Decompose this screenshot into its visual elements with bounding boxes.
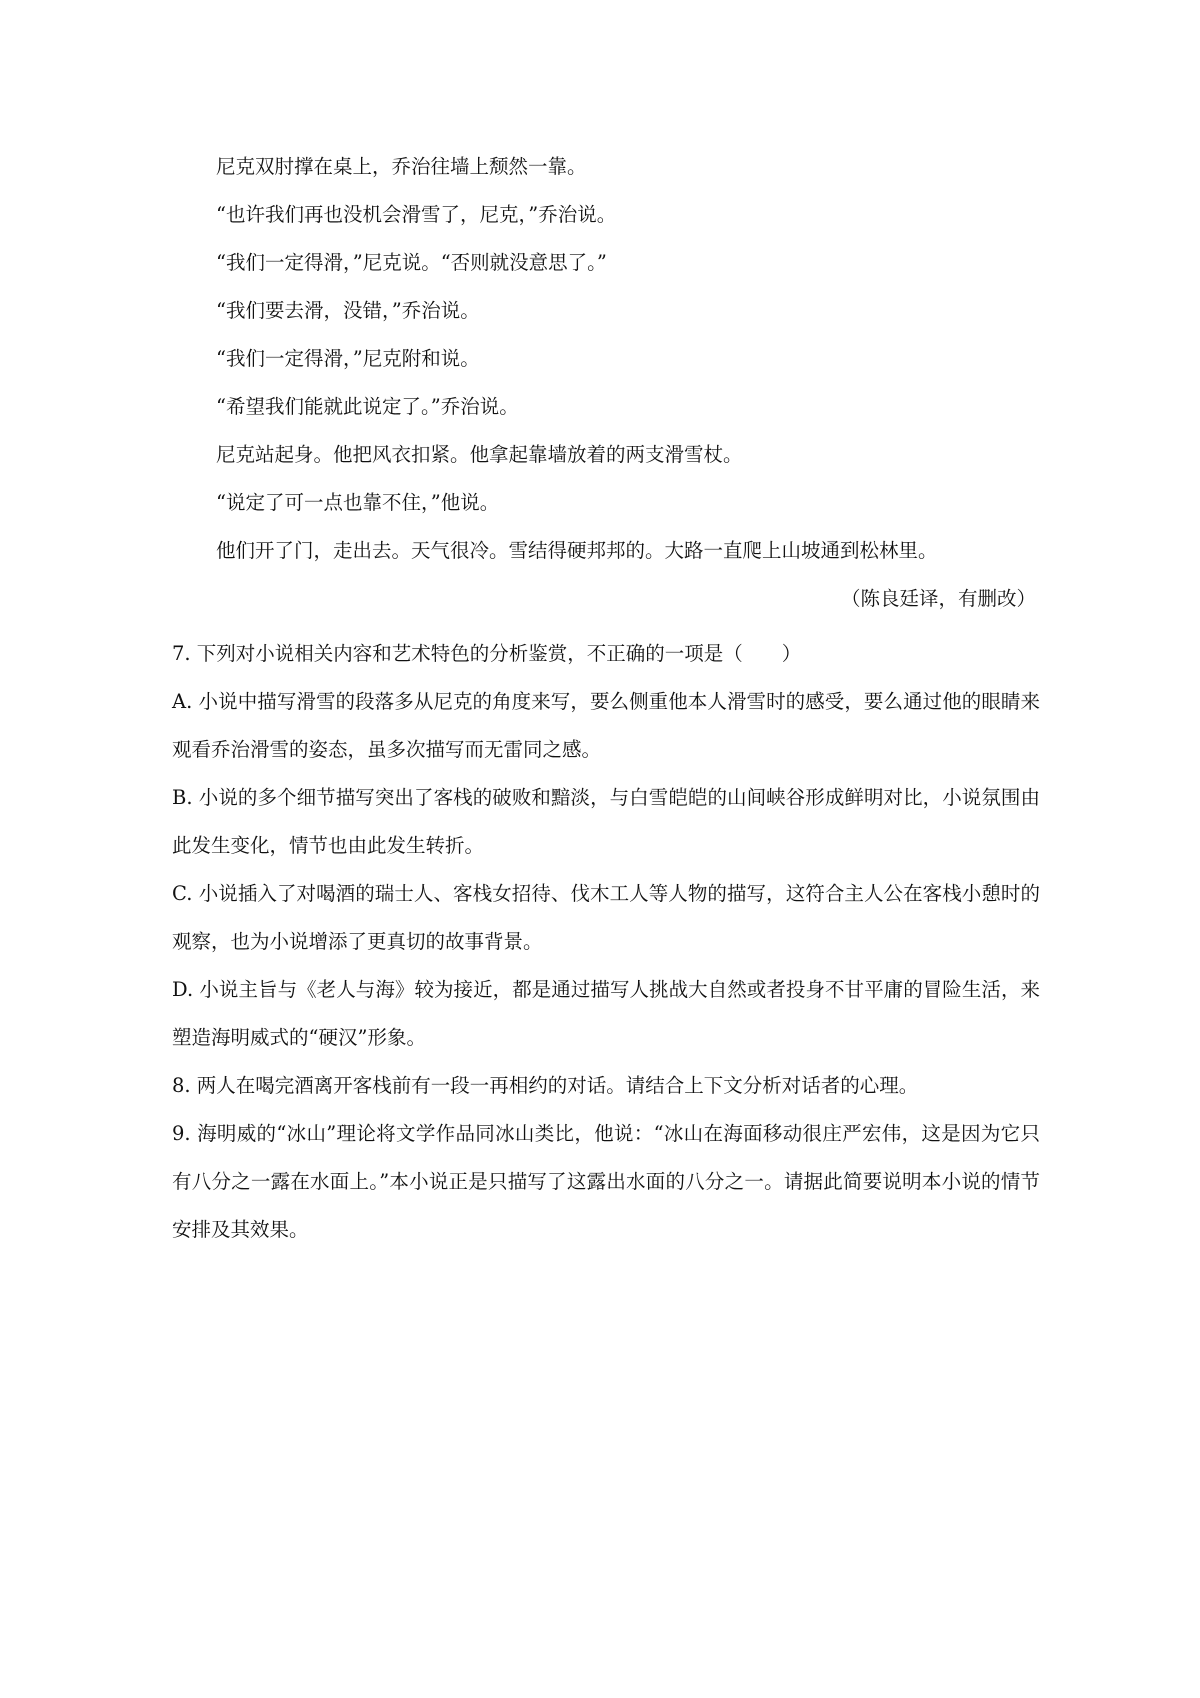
passage-paragraph: “我们一定得滑，”尼克说。“否则就没意思了。”: [216, 251, 607, 274]
question-7-option-c: C. 小说插入了对喝酒的瑞士人、客栈女招待、伐木工人等人物的描写，这符合主人公在客栈小憩时的观察，也为小说增添了更真切的故事背景。: [172, 882, 1040, 953]
passage-paragraph: 他们开了门，走出去。天气很冷。雪结得硬邦邦的。大路一直爬上山坡通到松林里。: [216, 539, 938, 562]
passage-paragraph: “我们一定得滑，”尼克附和说。: [216, 347, 480, 370]
translator-credit: （陈良廷译，有删改）: [840, 587, 1036, 610]
passage-paragraph: “我们要去滑，没错，”乔治说。: [216, 299, 480, 322]
page-content: [172, 150, 1040, 1254]
question-7-stem: 7. 下列对小说相关内容和艺术特色的分析鉴赏，不正确的一项是（ ）: [172, 642, 802, 665]
passage-paragraph: “也许我们再也没机会滑雪了，尼克，”乔治说。: [216, 203, 617, 226]
question-7-option-a: A. 小说中描写滑雪的段落多从尼克的角度来写，要么侧重他本人滑雪时的感受，要么通过他的眼睛来观看乔治滑雪的姿态，虽多次描写而无雷同之感。: [172, 690, 1040, 761]
passage-paragraph: “说定了可一点也靠不住，”他说。: [216, 491, 500, 514]
question-8: 8. 两人在喝完酒离开客栈前有一段一再相约的对话。请结合上下文分析对话者的心理。: [172, 1074, 919, 1097]
question-9: 9. 海明威的“冰山”理论将文学作品同冰山类比，他说：“冰山在海面移动很庄严宏伟，这是因为它只有八分之一露在水面上。”本小说正是只描写了这露出水面的八分之一。请据此简要说明本小说的情节安排及其效果。: [172, 1122, 1040, 1241]
passage-paragraph: 尼克站起身。他把风衣扣紧。他拿起靠墙放着的两支滑雪杖。: [216, 443, 743, 466]
question-7-option-d: D. 小说主旨与《老人与海》较为接近，都是通过描写人挑战大自然或者投身不甘平庸的冒险生活，来塑造海明威式的“硬汉”形象。: [172, 978, 1040, 1049]
passage-paragraph: “希望我们能就此说定了。”乔治说。: [216, 395, 519, 418]
question-7-option-b: B. 小说的多个细节描写突出了客栈的破败和黯淡，与白雪皑皑的山间峡谷形成鲜明对比，小说氛围由此发生变化，情节也由此发生转折。: [172, 786, 1040, 857]
passage-paragraph: 尼克双肘撑在桌上，乔治往墙上颓然一靠。: [216, 155, 587, 178]
